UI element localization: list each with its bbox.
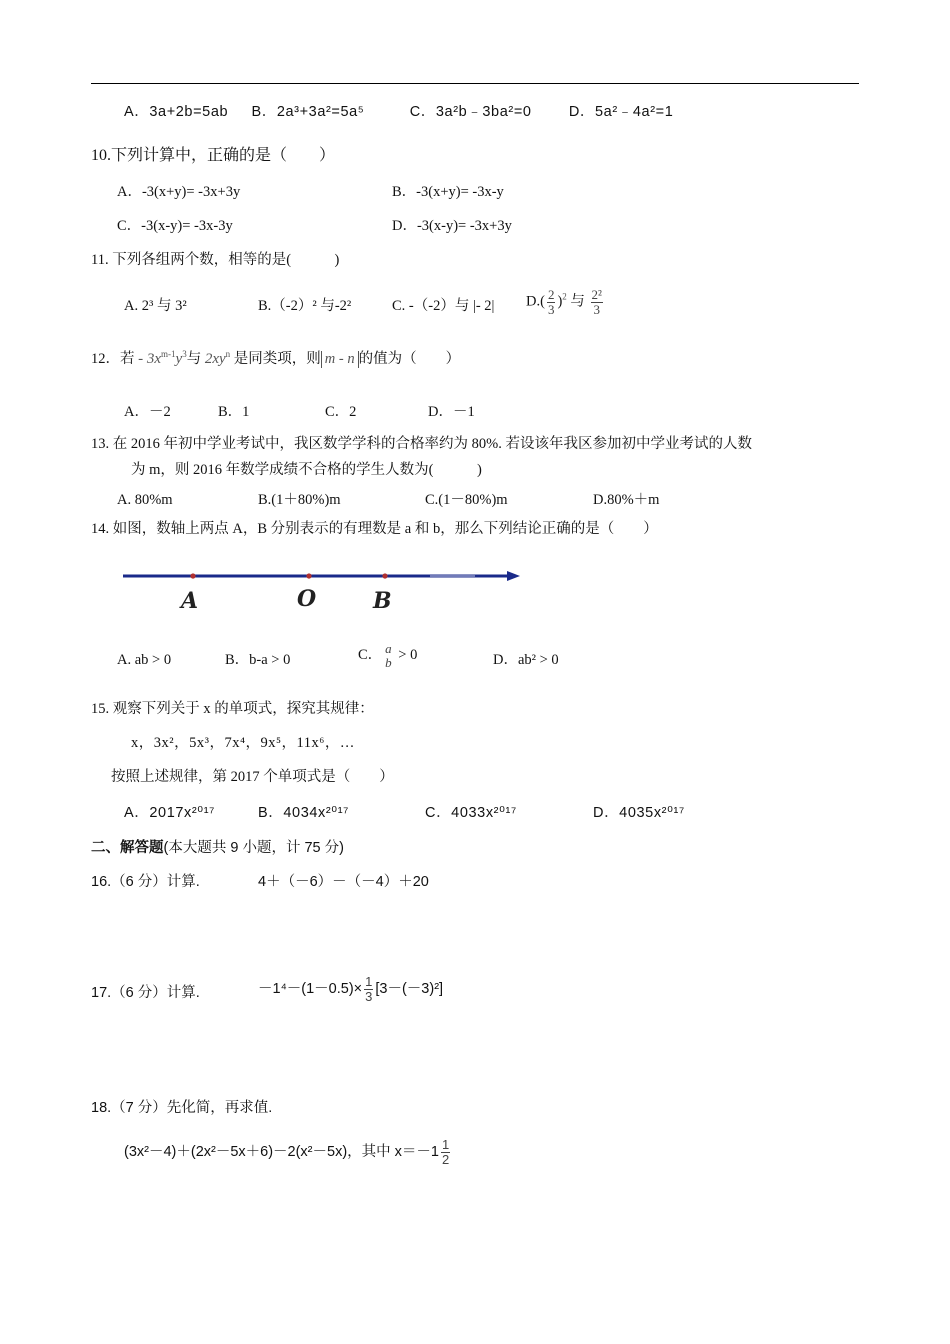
point-o-label: O	[297, 586, 317, 612]
q18-fraction: $\frac{1}{2}$	[442, 1137, 450, 1167]
q11-d-fraction: $\frac{2}{3}$	[547, 287, 555, 317]
q13-stem-line2: 为 m，则 2016 年数学成绩不合格的学生人数为( )	[131, 462, 482, 478]
q15-question: 按照上述规律，第 2017 个单项式是（ ）	[111, 769, 394, 785]
q10-option-d[interactable]: D．-3(x-y)= -3x+3y	[392, 218, 512, 234]
q18-head: 18.（7 分）先化简，再求值.	[91, 1100, 273, 1116]
q15-option-c[interactable]: C．4033x²⁰¹⁷	[425, 805, 517, 821]
q12-option-a[interactable]: A．－2	[124, 404, 171, 420]
q9-option-b[interactable]: B．2a³+3a²=5a⁵	[251, 104, 365, 120]
q9-option-a[interactable]: A．3a+2b=5ab	[124, 104, 229, 120]
q15-stem: 15. 观察下列关于 x 的单项式，探究其规律：	[91, 701, 374, 717]
q12-option-c[interactable]: C．2	[325, 404, 357, 420]
point-b-dot	[382, 573, 387, 578]
q14-option-b[interactable]: B．b-a > 0	[225, 652, 291, 668]
q14-option-d[interactable]: D．ab² > 0	[493, 652, 559, 668]
q16-expression: 4＋（－6）－（－4）＋20	[258, 874, 429, 890]
q11-option-a[interactable]: A. 2³ 与 3²	[124, 298, 187, 314]
q10-option-a[interactable]: A．-3(x+y)= -3x+3y	[117, 184, 241, 200]
section2-note: (本大题共 9 小题，计 75 分)	[163, 840, 344, 856]
number-line-arrow	[507, 571, 520, 581]
q11-option-b[interactable]: B.（-2）² 与-2²	[258, 298, 352, 314]
q11-option-c[interactable]: C. -（-2）与 |- 2|	[392, 298, 495, 314]
q12-option-d[interactable]: D．－1	[428, 404, 475, 420]
point-a-dot	[190, 573, 195, 578]
q13-option-d[interactable]: D.80%＋m	[593, 492, 660, 508]
q11-d-label: D.	[526, 293, 541, 310]
q10-option-b[interactable]: B．-3(x+y)= -3x-y	[392, 184, 504, 200]
q18-expression: (3x²－4)＋(2x²－5x＋6)－2(x²－5x)，其中 x＝－1 $\frac{1}{2}$	[124, 1137, 450, 1167]
q9-options	[124, 104, 673, 121]
point-b-label: B	[373, 588, 392, 614]
q12-option-b[interactable]: B．1	[218, 404, 250, 420]
q13-stem-line1: 13. 在 2016 年初中学业考试中，我区数学学科的合格率约为 80%. 若设该年我区参加初中学业考试的人数	[91, 436, 752, 452]
q17-head: 17.（6 分）计算.	[91, 985, 200, 1001]
q17-fraction: $\frac{1}{3}$	[365, 974, 373, 1004]
q14-option-a[interactable]: A. ab > 0	[117, 652, 172, 668]
q15-option-d[interactable]: D．4035x²⁰¹⁷	[593, 805, 685, 821]
point-a-label: A	[181, 588, 199, 614]
section2-heading	[91, 840, 344, 857]
q13-option-b[interactable]: B.(1＋80%)m	[258, 492, 341, 508]
q17-expression: －1⁴－(1－0.5)× $\frac{1}{3}$ [3－(－3)²]	[258, 974, 444, 1004]
q15-option-a[interactable]: A．2017x²⁰¹⁷	[124, 805, 215, 821]
q13-option-c[interactable]: C.(1－80%)m	[425, 492, 508, 508]
q11-stem: 11. 下列各组两个数，相等的是( )	[91, 252, 340, 268]
q14-stem: 14. 如图，数轴上两点 A，B 分别表示的有理数是 a 和 b，那么下列结论正确的是（ ）	[91, 521, 658, 537]
q9-option-c[interactable]: C．3a²b﹣3ba²=0	[409, 104, 532, 120]
q10-option-c[interactable]: C．-3(x-y)= -3x-3y	[117, 218, 233, 234]
point-o-dot	[306, 573, 311, 578]
header-rule	[91, 83, 859, 84]
q15-sequence: x，3x²，5x³，7x⁴，9x⁵，11x⁶，…	[131, 735, 355, 751]
q15-option-b[interactable]: B．4034x²⁰¹⁷	[258, 805, 349, 821]
q11-option-d[interactable]: D.( $\frac{2}{3}$ )$^2$ 与 $\frac{\text{2²}}{3}$	[526, 287, 602, 317]
number-line-figure	[115, 560, 535, 620]
q14-option-c[interactable]: C． a b > 0	[358, 641, 418, 670]
q12-stem: 12．若 - $3x^{m-1}y^3$与 $2xy^n$ 是同类项，则 m - n 的值为（ ）	[91, 349, 461, 367]
q11-d-fraction2: $\frac{\text{2²}}{3}$	[591, 287, 602, 317]
q9-option-d[interactable]: D．5a²﹣4a²=1	[568, 104, 674, 120]
q14-c-fraction: a b	[385, 641, 392, 670]
q16-head: 16.（6 分）计算.	[91, 874, 200, 890]
q10-stem: 10.下列计算中，正确的是（ ）	[91, 147, 336, 164]
q13-option-a[interactable]: A. 80%m	[117, 492, 173, 508]
section2-title: 二、解答题	[91, 840, 164, 856]
